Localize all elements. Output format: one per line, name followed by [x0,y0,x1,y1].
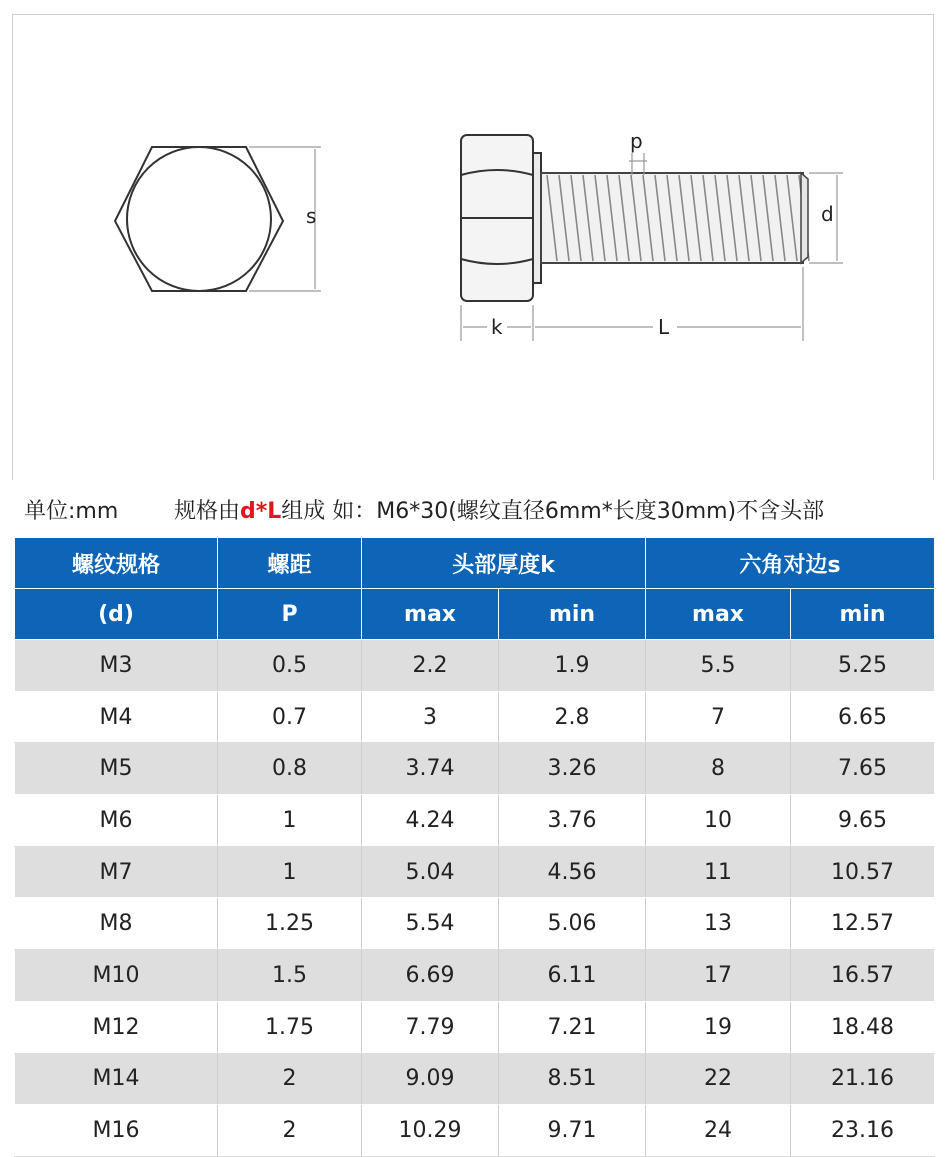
cell-thread: M3 [15,640,218,692]
spec-prefix: 规格由 [174,499,241,524]
bolt-drawing [13,15,935,481]
table-row [15,846,935,898]
cell-k-max: 9.09 [362,1053,499,1105]
table-row [15,1053,935,1105]
cell-s-max: 10 [646,795,791,847]
header-thread-spec: 螺纹规格 [15,538,218,589]
table-row [15,691,935,743]
table-header-row [15,538,935,589]
cell-k-min: 6.11 [499,950,646,1002]
cell-s-min: 9.65 [791,795,935,847]
cell-k-max: 7.79 [362,1001,499,1053]
cell-k-min: 3.76 [499,795,646,847]
cell-k-min: 9.71 [499,1105,646,1157]
cell-k-min: 7.21 [499,1001,646,1053]
header-k-min: min [499,589,646,640]
cell-s-max: 22 [646,1053,791,1105]
table-row [15,898,935,950]
bolt-spec-table [14,537,935,1157]
header-s-max: max [646,589,791,640]
cell-pitch: 1 [218,846,362,898]
dim-label-L: L [658,315,670,339]
cell-pitch: 2 [218,1053,362,1105]
table-row [15,950,935,1002]
cell-s-max: 17 [646,950,791,1002]
cell-thread: M8 [15,898,218,950]
cell-pitch: 1.75 [218,1001,362,1053]
cell-k-min: 2.8 [499,691,646,743]
dim-label-k: k [491,315,503,339]
cell-thread: M4 [15,691,218,743]
cell-pitch: 2 [218,1105,362,1157]
cell-pitch: 1 [218,795,362,847]
cell-k-max: 10.29 [362,1105,499,1157]
cell-pitch: 0.5 [218,640,362,692]
cell-k-min: 4.56 [499,846,646,898]
header-pitch: 螺距 [218,538,362,589]
cell-k-max: 5.54 [362,898,499,950]
cell-s-min: 16.57 [791,950,935,1002]
cell-s-min: 5.25 [791,640,935,692]
header-k-max: max [362,589,499,640]
header-d: (d) [15,589,218,640]
cell-s-max: 13 [646,898,791,950]
header-head-thickness: 头部厚度k [362,538,646,589]
cell-pitch: 0.7 [218,691,362,743]
cell-s-min: 10.57 [791,846,935,898]
table-row [15,743,935,795]
cell-pitch: 1.25 [218,898,362,950]
table-subheader-row [15,589,935,640]
cell-s-max: 5.5 [646,640,791,692]
table-row [15,1001,935,1053]
header-p: P [218,589,362,640]
cell-s-max: 8 [646,743,791,795]
cell-k-min: 1.9 [499,640,646,692]
cell-k-max: 6.69 [362,950,499,1002]
cell-k-min: 8.51 [499,1053,646,1105]
hex-head-circle [127,147,271,291]
cell-k-min: 5.06 [499,898,646,950]
table-row [15,1105,935,1157]
cell-s-min: 6.65 [791,691,935,743]
spec-highlight: d*L [240,499,282,524]
cell-thread: M6 [15,795,218,847]
dim-label-s: s [306,204,317,228]
cell-s-min: 18.48 [791,1001,935,1053]
cell-k-max: 3 [362,691,499,743]
bolt-diagram [12,14,934,480]
cell-s-max: 11 [646,846,791,898]
cell-k-max: 4.24 [362,795,499,847]
unit-label: 单位:mm [24,499,119,524]
cell-k-min: 3.26 [499,743,646,795]
hex-head-outline [115,147,283,291]
cell-s-max: 19 [646,1001,791,1053]
cell-s-min: 12.57 [791,898,935,950]
header-hex-width: 六角对边s [646,538,935,589]
unit-note [24,494,934,530]
cell-s-max: 24 [646,1105,791,1157]
table-row [15,640,935,692]
cell-thread: M12 [15,1001,218,1053]
cell-s-min: 21.16 [791,1053,935,1105]
header-s-min: min [791,589,935,640]
cell-thread: M16 [15,1105,218,1157]
dim-label-d: d [821,202,834,226]
dim-label-p: p [630,129,643,153]
cell-thread: M7 [15,846,218,898]
cell-s-min: 7.65 [791,743,935,795]
cell-thread: M5 [15,743,218,795]
cell-thread: M10 [15,950,218,1002]
cell-k-max: 2.2 [362,640,499,692]
table-row [15,795,935,847]
cell-s-max: 7 [646,691,791,743]
cell-k-max: 3.74 [362,743,499,795]
cell-thread: M14 [15,1053,218,1105]
spec-suffix: 组成 如：M6*30(螺纹直径6mm*长度30mm)不含头部 [281,499,825,524]
cell-pitch: 0.8 [218,743,362,795]
cell-k-max: 5.04 [362,846,499,898]
cell-pitch: 1.5 [218,950,362,1002]
cell-s-min: 23.16 [791,1105,935,1157]
